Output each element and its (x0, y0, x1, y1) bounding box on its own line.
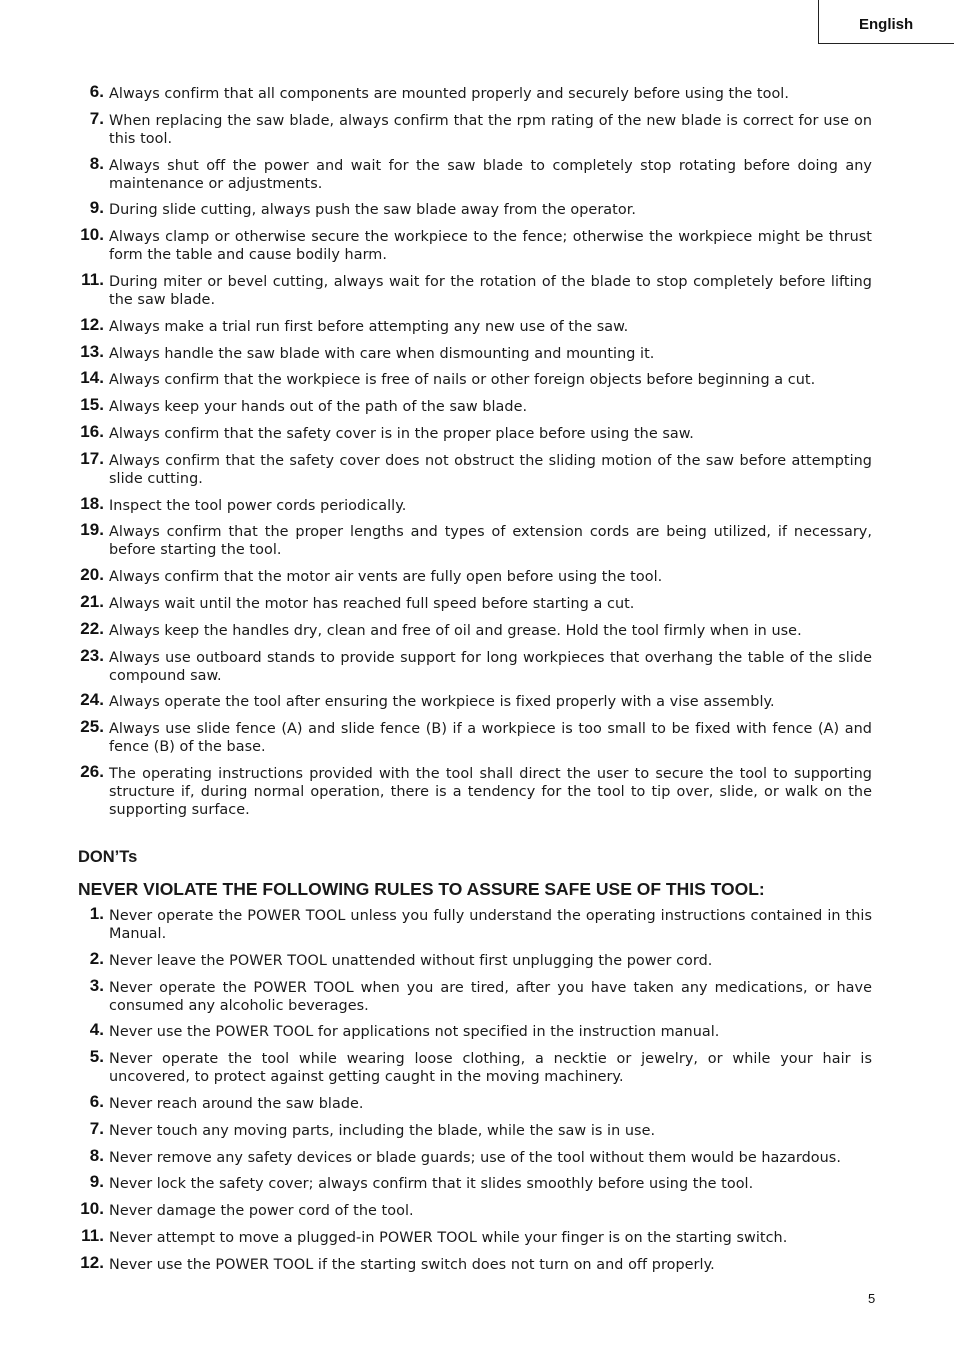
list-item (78, 448, 872, 488)
item-text: Never damage the power cord of the tool. (109, 1203, 414, 1220)
list-item (78, 314, 872, 336)
item-text: Always wait until the motor has reached full speed before starting a cut. (109, 595, 635, 612)
item-text: Always handle the saw blade with care when dismounting and mounting it. (109, 345, 655, 362)
list-item (78, 717, 872, 756)
item-text: Always confirm that the workpiece is free of nails or other foreign objects before beginning a cut. (109, 372, 816, 389)
item-text: Never operate the POWER TOOL unless you fully understand the operating instructions contained in this Manual. (109, 907, 872, 942)
item-text: Never operate the POWER TOOL when you are tired, after you have taken any medications, or have consumed any alcoholic beverages. (109, 979, 872, 1014)
item-text: The operating instructions provided with the tool shall direct the user to secure the tool to supporting structure if, during normal operation, there is a tendency for the tool to tip over, slide, or walk on the supporting surface. (109, 765, 872, 818)
item-number: 7. (89, 1118, 104, 1138)
page-content (78, 82, 872, 1283)
list-item (78, 1118, 872, 1140)
list-item (78, 368, 872, 389)
item-number: 3. (89, 975, 104, 995)
item-text: Always confirm that all components are mounted properly and securely before using the tool. (109, 86, 789, 102)
item-number: 8. (89, 1145, 104, 1165)
item-text: Always keep the handles dry, clean and free of oil and grease. Hold the tool firmly when in use. (109, 622, 802, 639)
item-text: Inspect the tool power cords periodically. (109, 497, 407, 514)
list-item (78, 395, 872, 416)
item-number: 4. (89, 1020, 104, 1040)
item-text: Always confirm that the motor air vents are fully open before using the tool. (109, 569, 663, 586)
item-text: Always use slide fence (A) and slide fence (B) if a workpiece is too small to be fixed with fence (A) and fence (B) of the base. (109, 721, 872, 756)
item-text: Always operate the tool after ensuring the workpiece is fixed properly with a vise assembly. (109, 694, 775, 711)
item-text: Always keep your hands out of the path of the saw blade. (109, 399, 528, 416)
list-item (78, 591, 872, 613)
item-number: 17. (80, 448, 104, 468)
list-item (78, 82, 872, 103)
item-number: 1. (89, 903, 104, 923)
list-item (78, 618, 872, 640)
item-number: 18. (80, 493, 104, 513)
item-text: Always shut off the power and wait for the saw blade to completely stop rotating before doing any maintenance or adjustments. (109, 157, 872, 192)
item-text: Never lock the safety cover; always confirm that it slides smoothly before using the tool. (109, 1176, 754, 1193)
item-text: Always confirm that the safety cover is in the proper place before using the saw. (109, 425, 694, 442)
dos-list (78, 82, 872, 819)
item-text: During slide cutting, always push the saw blade away from the operator. (109, 202, 636, 219)
item-number: 6. (89, 82, 104, 101)
item-text: Never attempt to move a plugged-in POWER TOOL while your finger is on the starting switch. (109, 1229, 788, 1246)
list-item (78, 1020, 872, 1041)
item-text: When replacing the saw blade, always confirm that the rpm rating of the new blade is correct for use on this tool. (109, 112, 872, 147)
list-item (78, 269, 872, 309)
item-number: 8. (89, 153, 104, 173)
item-number: 14. (80, 368, 104, 388)
item-text: Never leave the POWER TOOL unattended without first unplugging the power cord. (109, 952, 713, 969)
page-number: 5 (868, 1291, 876, 1306)
list-item (78, 341, 872, 363)
item-number: 24. (80, 690, 104, 710)
list-item (78, 690, 872, 711)
item-text: Always confirm that the proper lengths and types of extension cords are being utilized, if necessary, before starting the tool. (109, 524, 872, 559)
list-item (78, 975, 872, 1015)
item-number: 2. (89, 948, 104, 968)
item-text: Never use the POWER TOOL if the starting switch does not turn on and off properly. (109, 1256, 715, 1273)
list-item (78, 153, 872, 193)
list-item (78, 645, 872, 685)
list-item (78, 1252, 872, 1274)
language-tab (818, 0, 954, 44)
donts-list (78, 903, 872, 1274)
item-number: 15. (80, 395, 104, 415)
list-item (78, 493, 872, 515)
list-item (78, 1145, 872, 1167)
item-number: 9. (89, 1172, 104, 1192)
item-text: Always use outboard stands to provide support for long workpieces that overhang the table of the slide compound saw. (109, 649, 872, 684)
list-item (78, 520, 872, 559)
item-text: Never touch any moving parts, including the blade, while the saw is in use. (109, 1122, 656, 1139)
list-item (78, 565, 872, 586)
item-number: 13. (80, 341, 104, 361)
item-number: 25. (80, 717, 104, 737)
item-text: During miter or bevel cutting, always wait for the rotation of the blade to stop completely before lifting the saw blade. (109, 273, 872, 308)
item-number: 20. (80, 565, 104, 585)
item-number: 11. (81, 269, 104, 289)
item-text: Always clamp or otherwise secure the workpiece to the fence; otherwise the workpiece might be thrust form the table and cause bodily harm. (109, 229, 872, 264)
item-number: 12. (80, 314, 104, 334)
item-number: 23. (80, 645, 104, 665)
list-item (78, 225, 872, 264)
item-number: 6. (89, 1091, 104, 1111)
list-item (78, 198, 872, 219)
item-number: 21. (80, 591, 104, 611)
item-text: Always make a trial run first before attempting any new use of the saw. (109, 318, 629, 335)
never-violate-heading: NEVER VIOLATE THE FOLLOWING RULES TO ASSURE SAFE USE OF THIS TOOL: (78, 878, 765, 899)
list-item (78, 948, 872, 970)
donts-heading: DON’Ts (78, 847, 138, 866)
item-text: Always confirm that the safety cover does not obstruct the sliding motion of the saw before attempting slide cutting. (109, 452, 872, 487)
item-number: 10. (80, 225, 104, 245)
language-label: English (859, 16, 914, 33)
list-item (78, 108, 872, 148)
item-number: 9. (89, 198, 104, 218)
list-item (78, 1047, 872, 1086)
item-text: Never remove any safety devices or blade guards; use of the tool without them would be hazardous. (109, 1149, 841, 1166)
item-number: 7. (89, 108, 104, 128)
item-number: 5. (89, 1047, 104, 1067)
item-text: Never operate the tool while wearing loose clothing, a necktie or jewelry, or while your hair is uncovered, to protect against getting caught in the moving machinery. (109, 1051, 872, 1086)
list-item (78, 1172, 872, 1193)
item-number: 22. (80, 618, 104, 638)
item-text: Never reach around the saw blade. (109, 1095, 364, 1112)
item-text: Never use the POWER TOOL for applications not specified in the instruction manual. (109, 1024, 720, 1041)
list-item (78, 761, 872, 819)
list-item (78, 1091, 872, 1113)
item-number: 10. (80, 1199, 104, 1219)
item-number: 12. (80, 1252, 104, 1272)
item-number: 19. (80, 520, 104, 540)
item-number: 11. (81, 1225, 104, 1245)
list-item (78, 1225, 872, 1247)
item-number: 16. (80, 421, 104, 441)
item-number: 26. (80, 761, 104, 781)
list-item (78, 903, 872, 943)
list-item (78, 1199, 872, 1220)
list-item (78, 421, 872, 443)
